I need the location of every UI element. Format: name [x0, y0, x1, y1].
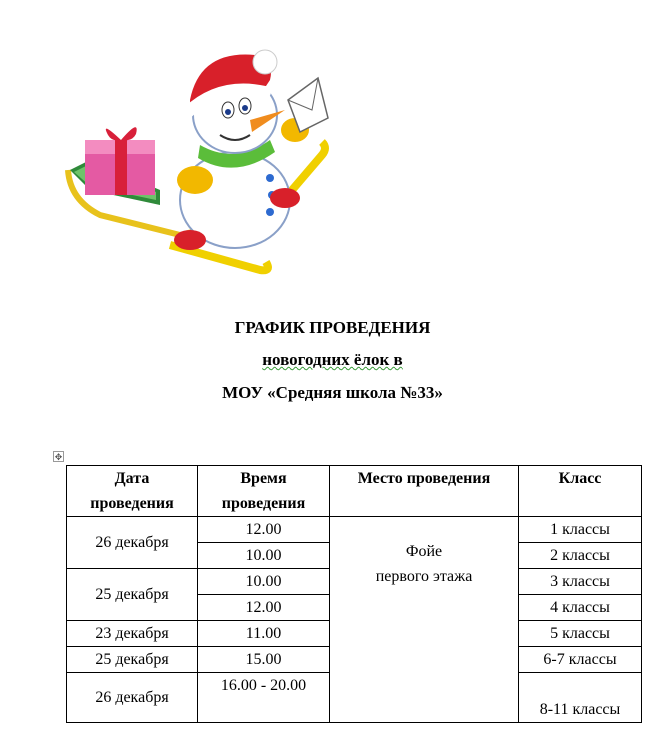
snowman-on-skis-with-gift-sled-icon [60, 40, 340, 280]
cell-date: 25 декабря [67, 647, 198, 673]
page-subtitle [0, 350, 665, 370]
cell-time: 10.00 [198, 543, 330, 569]
cell-grade: 5 классы [519, 621, 642, 647]
cell-grade: 3 классы [519, 569, 642, 595]
cell-grade: 1 классы [519, 517, 642, 543]
schedule-table [66, 465, 642, 723]
header-place: Место проведения [330, 466, 519, 517]
cell-place [330, 517, 519, 723]
cell-date: 26 декабря [67, 517, 198, 569]
cell-date: 25 декабря [67, 569, 198, 621]
cell-date: 23 декабря [67, 621, 198, 647]
table-row [67, 517, 642, 543]
place-line1: Фойе [405, 543, 443, 560]
cell-time: 12.00 [198, 517, 330, 543]
cell-time: 10.00 [198, 569, 330, 595]
cell-time: 12.00 [198, 595, 330, 621]
place-line2: первого этажа [375, 568, 473, 585]
cell-time: 16.00 - 20.00 [198, 673, 330, 723]
page-title: ГРАФИК ПРОВЕДЕНИЯ [234, 318, 431, 337]
cell-grade: 4 классы [519, 595, 642, 621]
school-name: МОУ «Средняя школа №33» [222, 383, 443, 402]
header-date: Дата проведения [67, 466, 198, 517]
cell-grade: 6-7 классы [519, 647, 642, 673]
cell-time: 11.00 [198, 621, 330, 647]
table-header-row [67, 466, 642, 517]
cell-grade: 8-11 классы [519, 673, 642, 723]
subtitle-text: новогодних ёлок в [262, 350, 403, 369]
cell-date: 26 декабря [67, 673, 198, 723]
header-grade: Класс [519, 466, 642, 517]
cell-grade: 2 классы [519, 543, 642, 569]
cell-time: 15.00 [198, 647, 330, 673]
header-time: Время проведения [198, 466, 330, 517]
gift-box-icon [85, 127, 155, 195]
table-move-handle-icon[interactable]: ✥ [54, 452, 63, 462]
